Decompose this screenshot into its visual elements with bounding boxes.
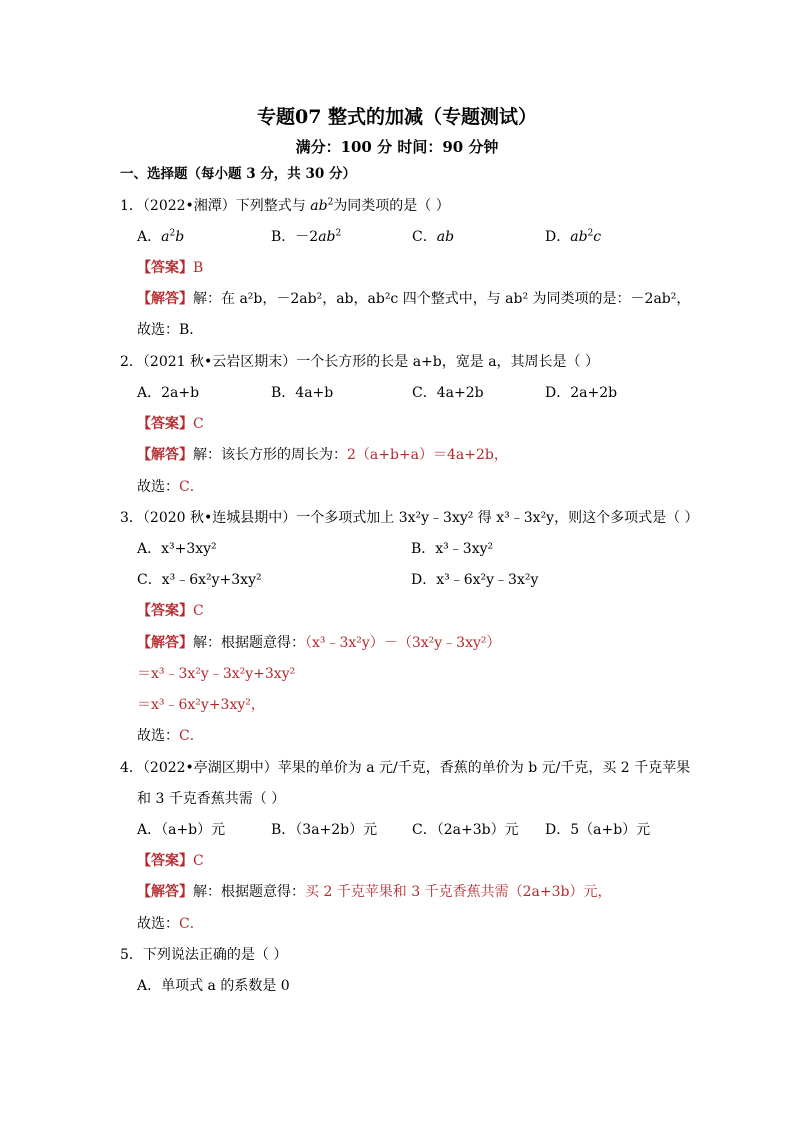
option-a: A．（a+b）元: [137, 822, 226, 838]
option-b: B．（3a+2b）元: [271, 822, 378, 838]
stem-term: ab: [310, 198, 328, 214]
option-d: D．5（a+b）元: [545, 822, 651, 838]
conclusion-2: 故选：C．: [137, 479, 204, 495]
question-2-stem: 2．（2021 秋•云岩区期末）一个长方形的长是 a+b，宽是 a，其周长是（ ）: [120, 354, 599, 370]
explanation-1: 【解答】解：在 a²b，－2ab²，ab，ab²c 四个整式中，与 ab² 为同类项的是：－2ab²，: [137, 291, 691, 307]
explanation-4: 【解答】解：根据题意得：买 2 千克苹果和 3 千克香蕉共需（2a+3b）元，: [137, 884, 612, 900]
option-d: D．x³﹣6x²y﹣3x²y: [411, 572, 539, 588]
question-1-stem: [120, 197, 450, 215]
stem-text: 为同类项的是（ ）: [333, 198, 450, 214]
stem-text: （2022•湘潭）下列整式与: [142, 198, 311, 214]
question-4-stem-line2: 和 3 千克香蕉共需（ ）: [137, 791, 286, 807]
answer-4: 【答案】C: [137, 853, 204, 869]
question-3-stem: 3．（2020 秋•连城县期中）一个多项式加上 3x²y﹣3xy² 得 x³﹣3x²y，则这个多项式是（ ）: [120, 510, 699, 526]
option-a: A．x³+3xy²: [137, 541, 217, 557]
score-time-line: 满分：100 分 时间：90 分钟: [295, 138, 499, 156]
conclusion-4: 故选：C．: [137, 916, 204, 932]
option-b: B．$-2ab^2$: [271, 228, 342, 245]
explanation-3: 【解答】解：根据题意得：（x³﹣3x²y）－（3x²y﹣3xy²）: [137, 635, 501, 651]
answer-3: 【答案】C: [137, 603, 204, 619]
answer-1: 【答案】B: [137, 260, 204, 276]
derivation-step-2: ＝x³﹣6x²y+3xy²，: [137, 697, 265, 713]
option-a: A．$a^2b$: [137, 228, 185, 245]
conclusion-1: 故选：B．: [137, 322, 204, 338]
question-4-stem-line1: 4．（2022•亭湖区期中）苹果的单价为 a 元/千克，香蕉的单价为 b 元/千克，买 2 千克苹果: [120, 760, 691, 776]
question-number: 1．: [120, 198, 143, 214]
conclusion-3: 故选：C．: [137, 728, 204, 744]
option-c: C．4a+2b: [412, 385, 484, 401]
explanation-2: 【解答】解：该长方形的周长为：2（a+b+a）＝4a+2b，: [137, 447, 508, 463]
stem-exponent: 2: [327, 197, 334, 208]
option-b: B．4a+b: [271, 385, 334, 401]
section-heading: 一、选择题（每小题 3 分，共 30 分）: [120, 166, 356, 182]
option-c: C．ab: [412, 229, 455, 245]
page-title: 专题07 整式的加减（专题测试）: [256, 106, 538, 128]
derivation-step-1: ＝x³﹣3x²y﹣3x²y+3xy²: [137, 666, 296, 682]
option-a: A．2a+b: [137, 385, 200, 401]
option-b: B．x³﹣3xy²: [411, 541, 494, 557]
question-5-stem: 5．下列说法正确的是（ ）: [120, 947, 288, 963]
option-a: A．单项式 a 的系数是 0: [137, 978, 290, 994]
option-d: D．2a+2b: [545, 385, 618, 401]
option-c: C．x³﹣6x²y+3xy²: [137, 572, 262, 588]
option-d: D．$ab^2c$: [545, 228, 602, 245]
option-c: C．（2a+3b）元: [412, 822, 519, 838]
answer-2: 【答案】C: [137, 416, 204, 432]
